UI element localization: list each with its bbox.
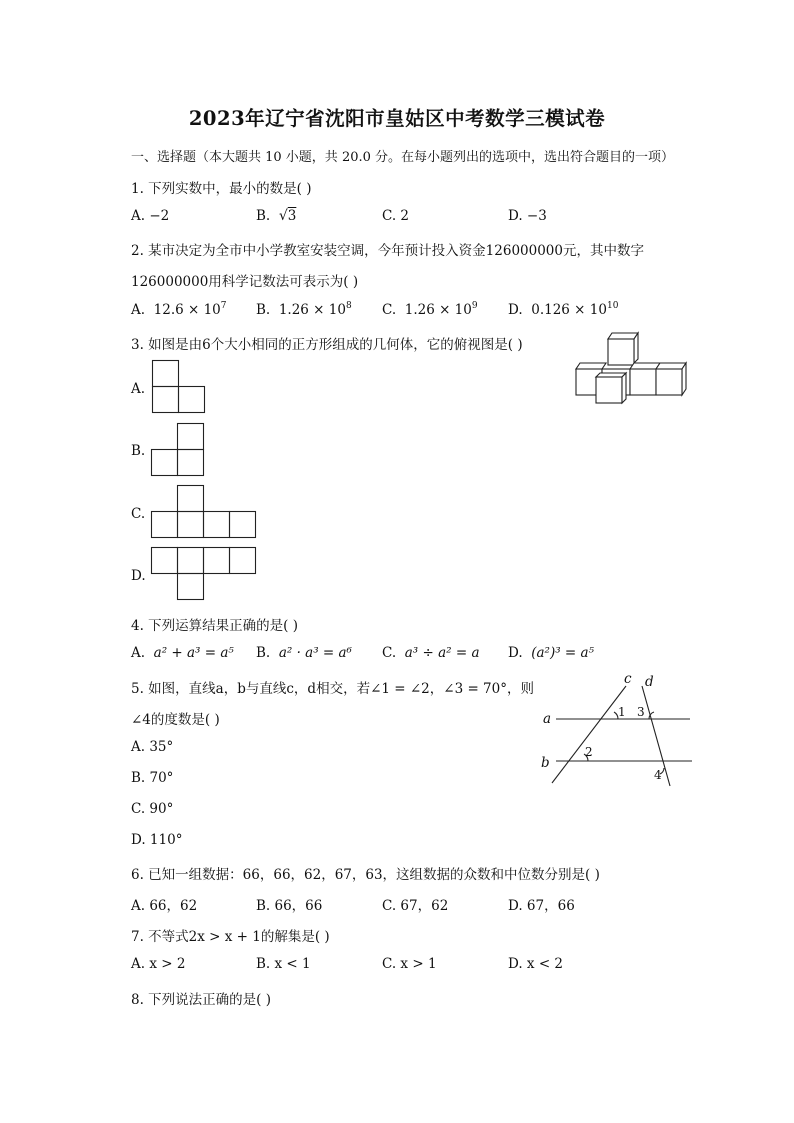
- q5-label-b: b: [541, 755, 550, 771]
- q1-option-d: D. −3: [508, 208, 547, 224]
- q6-option-a: A. 66，62: [131, 898, 198, 914]
- q5-label-c: c: [624, 671, 632, 687]
- q4-option-d: [508, 645, 594, 661]
- section-header: 一、选择题（本大题共 10 小题，共 20.0 分。在每小题列出的选项中，选出符合题目的一项）: [131, 150, 675, 165]
- q4-option-b-label: B.: [256, 645, 271, 661]
- q2-option-b-exp: 8: [345, 301, 352, 311]
- q7-option-a: A. x > 2: [131, 956, 186, 972]
- question-2-stem-line1: 2. 某市决定为全市中小学教室安装空调，今年预计投入资金126000000元，其中数字: [131, 243, 644, 259]
- q1-option-a: A. −2: [131, 208, 170, 224]
- q6-option-d: D. 67，66: [508, 898, 575, 914]
- q4-option-a-expr: a² + a³ = a⁵: [153, 645, 234, 661]
- question-7-stem: 7. 不等式2x > x + 1的解集是( ): [131, 929, 330, 945]
- q3-option-a-figure: [152, 360, 206, 414]
- question-1-stem: 1. 下列实数中，最小的数是( ): [131, 181, 312, 197]
- q5-angle-3: 3: [637, 705, 645, 719]
- q4-option-a: [131, 645, 234, 661]
- question-5-stem-line1: 5. 如图，直线a，b与直线c，d相交，若∠1 = ∠2，∠3 = 70°，则: [131, 681, 534, 697]
- q1-option-c: C. 2: [382, 208, 410, 224]
- q2-option-a: [131, 302, 227, 318]
- question-5-stem-line2: ∠4的度数是( ): [131, 712, 220, 728]
- page-title: 2023年辽宁省沈阳市皇姑区中考数学三模试卷: [188, 107, 606, 130]
- q2-option-d: [508, 302, 618, 318]
- question-6-stem: 6. 已知一组数据：66，66，62，67，63，这组数据的众数和中位数分别是( ): [131, 867, 600, 883]
- q4-option-a-label: A.: [131, 645, 146, 661]
- q5-option-b: B. 70°: [131, 770, 174, 786]
- q3-solid-figure: [576, 333, 694, 407]
- q5-option-d: D. 110°: [131, 832, 183, 848]
- q3-option-d: D.: [131, 568, 146, 584]
- q3-option-c-figure: [151, 485, 259, 539]
- q5-option-c: C. 90°: [131, 801, 174, 817]
- q7-option-b: B. x < 1: [256, 956, 311, 972]
- q1-option-b-label: B.: [256, 208, 271, 224]
- q5-angle-1: 1: [618, 705, 626, 719]
- q5-angle-4: 4: [654, 768, 662, 782]
- q4-option-d-label: D.: [508, 645, 523, 661]
- q2-option-c-label: C.: [382, 302, 397, 318]
- q2-option-c: [382, 302, 478, 318]
- q3-option-d-figure: [151, 547, 259, 601]
- q6-option-c: C. 67，62: [382, 898, 449, 914]
- q2-option-c-base: 1.26 × 10: [404, 302, 472, 318]
- question-2-stem-line2: 126000000用科学记数法可表示为( ): [131, 274, 359, 290]
- q3-option-b-figure: [151, 423, 205, 477]
- q4-option-c-expr: a³ ÷ a² = a: [404, 645, 480, 661]
- q2-option-d-label: D.: [508, 302, 523, 318]
- q7-option-c: C. x > 1: [382, 956, 437, 972]
- question-3-stem: 3. 如图是由6个大小相同的正方形组成的几何体，它的俯视图是( ): [131, 337, 523, 353]
- q4-option-d-expr: (a²)³ = a⁵: [531, 645, 594, 661]
- line-c: [552, 686, 626, 783]
- q2-option-d-base: 0.126 × 10: [531, 302, 607, 318]
- q3-option-c: C.: [131, 506, 146, 522]
- question-4-stem: 4. 下列运算结果正确的是( ): [131, 618, 298, 634]
- q4-option-c: [382, 645, 480, 661]
- q2-option-a-base: 12.6 × 10: [153, 302, 221, 318]
- q4-option-b-expr: a² · a³ = a⁶: [278, 645, 352, 661]
- q2-option-b-base: 1.26 × 10: [278, 302, 346, 318]
- q4-option-c-label: C.: [382, 645, 397, 661]
- q2-option-d-exp: 10: [606, 301, 619, 311]
- q1-option-b-value: 3: [287, 208, 297, 224]
- q5-option-a: A. 35°: [131, 739, 174, 755]
- q2-option-a-exp: 7: [220, 301, 227, 311]
- q3-option-b: B.: [131, 443, 146, 459]
- q2-option-b-label: B.: [256, 302, 271, 318]
- question-8-stem: 8. 下列说法正确的是( ): [131, 992, 271, 1008]
- q2-option-c-exp: 9: [471, 301, 478, 311]
- q5-label-d: d: [645, 674, 654, 690]
- q2-option-a-label: A.: [131, 302, 146, 318]
- q5-label-a: a: [543, 711, 552, 727]
- q2-option-b: [256, 302, 352, 318]
- q7-option-d: D. x < 2: [508, 956, 564, 972]
- q4-option-b: [256, 645, 352, 661]
- q1-option-b: B. √3: [256, 208, 297, 224]
- q6-option-b: B. 66，66: [256, 898, 323, 914]
- q5-angle-2: 2: [585, 745, 593, 759]
- q3-option-a: A.: [131, 381, 146, 397]
- q5-lines-figure: [538, 672, 698, 792]
